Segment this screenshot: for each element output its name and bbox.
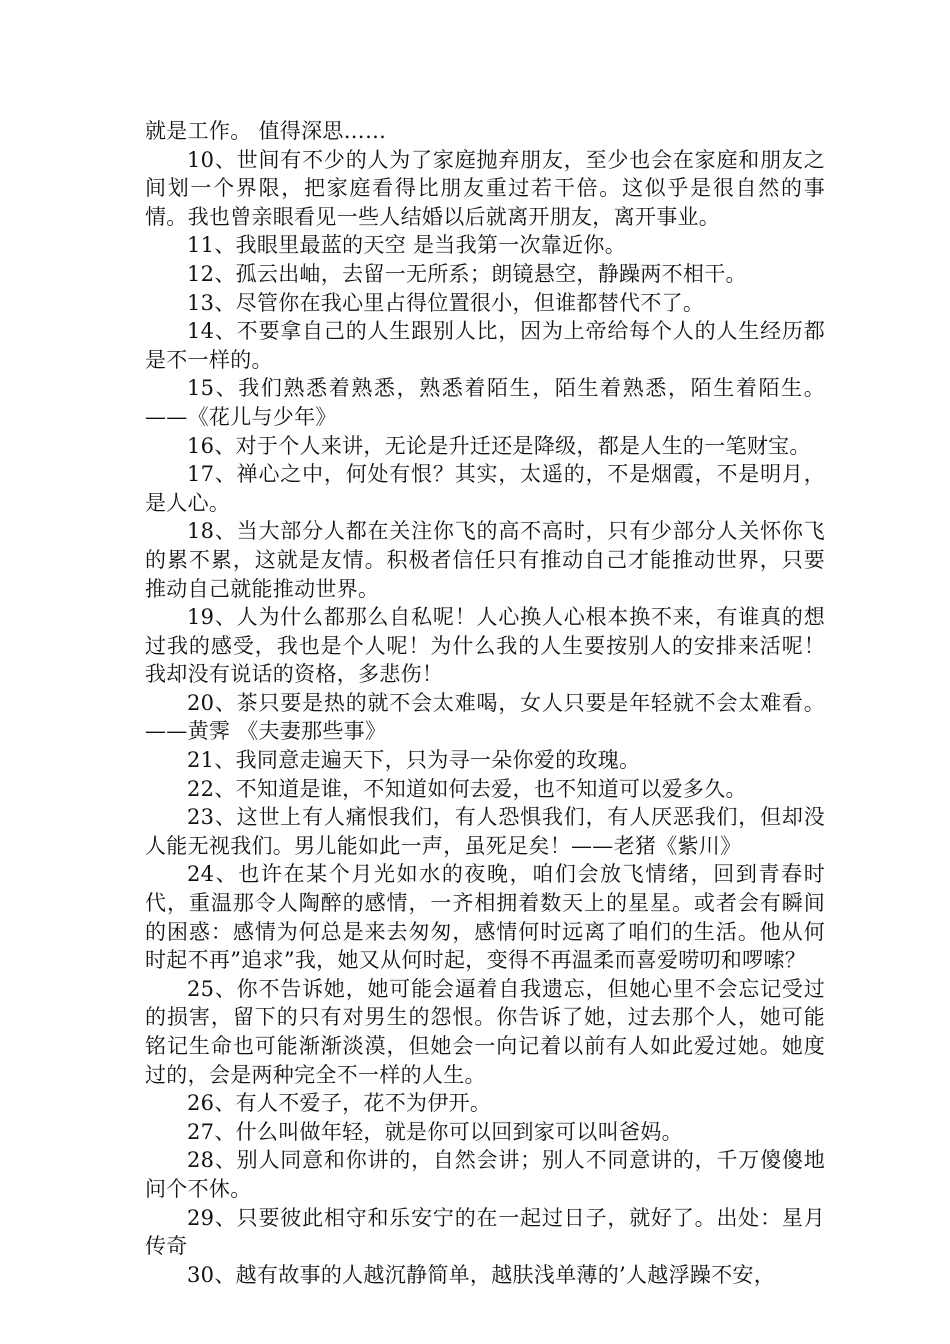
quote-paragraph: 17、禅心之中，何处有恨？其实，太遥的，不是烟霞，不是明月，是人心。 xyxy=(145,462,825,515)
quote-paragraph: 19、人为什么都那么自私呢！人心换人心根本换不来，有谁真的想过我的感受，我也是个人呢！为什么我的人生要按别人的安排来活呢！我却没有说话的资格，多悲伤！ xyxy=(145,605,825,687)
quote-paragraph: 28、别人同意和你讲的，自然会讲；别人不同意讲的，千万傻傻地问个不休。 xyxy=(145,1148,825,1201)
quote-paragraph: 12、孤云出岫，去留一无所系；朗镜悬空，静躁两不相干。 xyxy=(187,261,747,286)
quote-paragraph: 30、越有故事的人越沉静简单，越肤浅单薄的’人越浮躁不安， xyxy=(187,1262,776,1287)
quote-paragraph: 26、有人不爱子，花不为伊开。 xyxy=(187,1091,492,1116)
quote-paragraph: 25、你不告诉她，她可能会逼着自我遗忘，但她心里不会忘记受过的损害，留下的只有对男生的怨恨。你告诉了她，过去那个人，她可能铭记生命也可能渐渐淡漠，但她会一向记着以前有人如此爱过她。她度过的，会是两种完全不一样的人生。 xyxy=(145,976,825,1087)
document-body xyxy=(145,117,825,1289)
quote-paragraph: 10、世间有不少的人为了家庭抛弃朋友，至少也会在家庭和朋友之间划一个界限，把家庭看得比朋友重过若干倍。这似乎是很自然的事情。我也曾亲眼看见一些人结婚以后就离开朋友，离开事业。 xyxy=(145,147,825,229)
quote-paragraph: 13、尽管你在我心里占得位置很小，但谁都替代不了。 xyxy=(187,290,705,315)
quote-paragraph: 22、不知道是谁，不知道如何去爱，也不知道可以爱多久。 xyxy=(187,776,747,801)
quote-paragraph: 23、这世上有人痛恨我们，有人恐惧我们，有人厌恶我们，但却没人能无视我们。男儿能如此一声，虽死足矣！——老猪《紫川》 xyxy=(145,805,825,858)
quote-paragraph: 16、对于个人来讲，无论是升迁还是降级，都是人生的一笔财宝。 xyxy=(187,433,811,458)
quote-paragraph: 29、只要彼此相守和乐安宁的在一起过日子，就好了。出处：星月传奇 xyxy=(145,1205,825,1259)
quote-paragraph: 14、不要拿自己的人生跟别人比，因为上帝给每个人的人生经历都是不一样的。 xyxy=(145,319,825,372)
quote-paragraph: 18、当大部分人都在关注你飞的高不高时，只有少部分人关怀你飞的累不累，这就是友情。积极者信任只有推动自己才能推动世界，只要推动自己就能推动世界。 xyxy=(145,519,825,601)
quote-paragraph: 21、我同意走遍天下，只为寻一朵你爱的玫瑰。 xyxy=(187,748,641,773)
quote-paragraph: 24、也许在某个月光如水的夜晚，咱们会放飞情绪，回到青春时代，重温那令人陶醉的感情，一齐相拥着数天上的星星。或者会有瞬间的困惑：感情为何总是来去匆匆，感情何时远离了咱们的生活。他从何时起不再”追求”我，她又从何时起，变得不再温柔而喜爱唠叨和啰嗦？ xyxy=(145,862,825,973)
quote-paragraph: 15、我们熟悉着熟悉，熟悉着陌生，陌生着熟悉，陌生着陌生。——《花儿与少年》 xyxy=(145,376,825,429)
quote-paragraph: 27、什么叫做年轻，就是你可以回到家可以叫爸妈。 xyxy=(187,1119,683,1144)
quote-paragraph: 20、茶只要是热的就不会太难喝，女人只要是年轻就不会太难看。 ——黄霁 《夫妻那些事》 xyxy=(145,690,825,744)
quote-paragraph: 就是工作。 值得深思…… xyxy=(145,119,387,143)
quote-paragraph: 11、我眼里最蓝的天空 是当我第一次靠近你。 xyxy=(187,233,626,258)
